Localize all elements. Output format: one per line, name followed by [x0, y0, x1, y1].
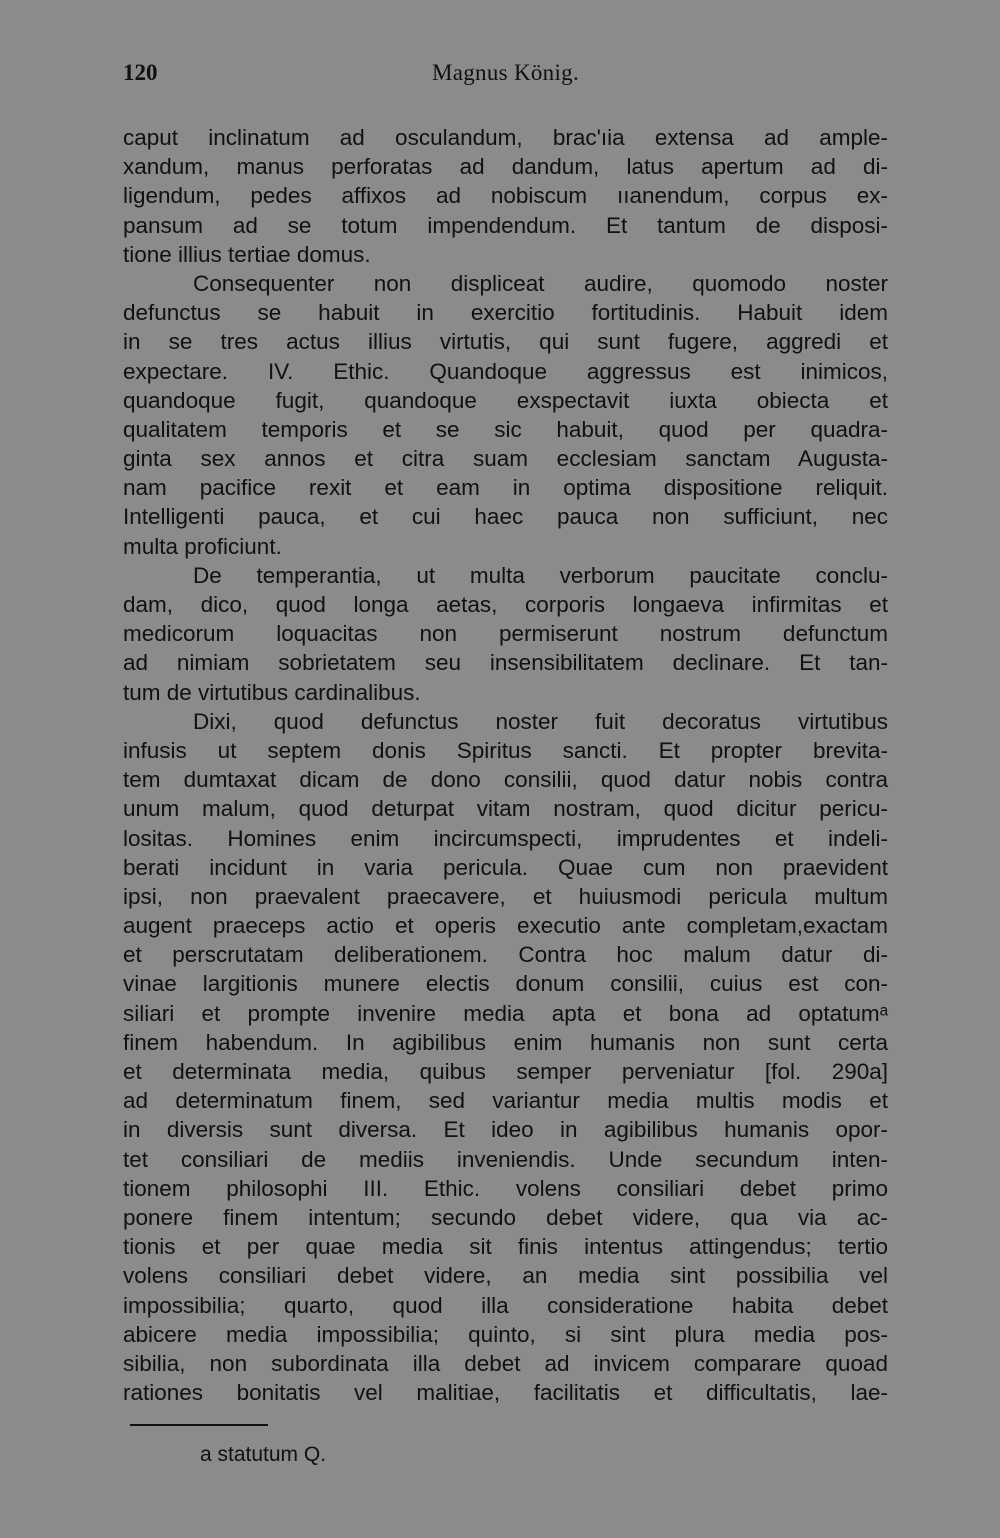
text-line: caput inclinatum ad osculandum, brac'ıia extensa ad ample-: [123, 125, 888, 150]
text-line: De temperantia, ut multa verborum paucitate conclu-: [193, 562, 888, 588]
text-line: tum de virtutibus cardinalibus.: [123, 679, 421, 705]
text-line: Dixi, quod defunctus noster fuit decoratus virtutibus: [193, 708, 888, 734]
text-line: ginta sex annos et citra suam ecclesiam sanctam Augusta-: [123, 446, 888, 472]
text-line: tione illius tertiae domus.: [123, 241, 371, 267]
text-line: lositas. Homines enim incircumspecti, imprudentes et indeli-: [123, 825, 888, 851]
footnote-divider: [130, 1424, 268, 1426]
text-line: Intelligenti pauca, et cui haec pauca non sufficiunt, nec: [123, 504, 888, 530]
text-line: tionem philosophi III. Ethic. volens consiliari debet primo: [123, 1175, 888, 1201]
footnote: a statutum Q.: [200, 1443, 327, 1466]
page-number: 120: [123, 60, 158, 85]
text-line: ad nimiam sobrietatem seu insensibilitatem declinare. Et tan-: [123, 650, 888, 676]
text-line: infusis ut septem donis Spiritus sancti. Et propter brevita-: [123, 737, 888, 763]
text-line: tet consiliari de mediis inveniendis. Unde secundum inten-: [123, 1146, 888, 1172]
text-line: ipsi, non praevalent praecavere, et huiusmodi pericula multum: [123, 883, 888, 909]
text-line: expectare. IV. Ethic. Quandoque aggressus est inimicos,: [123, 358, 888, 384]
body-text: [123, 123, 888, 1407]
text-line: xandum, manus perforatas ad dandum, latus apertum ad di-: [123, 154, 888, 180]
text-line: medicorum loquacitas non permiserunt nostrum defunctum: [123, 621, 888, 647]
text-line: volens consiliari debet videre, an media sint possibilia vel: [123, 1263, 888, 1289]
text-line: augent praeceps actio et operis executio ante completam,exactam: [123, 913, 888, 939]
text-line: ponere finem intentum; secundo debet videre, qua via ac-: [123, 1204, 888, 1230]
text-line: vinae largitionis munere electis donum consilii, cuius est con-: [123, 971, 888, 997]
text-line: qualitatem temporis et se sic habuit, quod per quadra-: [123, 416, 888, 442]
text-line: Consequenter non displiceat audire, quomodo noster: [193, 270, 888, 296]
text-line: siliari et prompte invenire media apta et bona ad optatumᵃ: [123, 1000, 888, 1026]
text-line: sibilia, non subordinata illa debet ad invicem comparare quoad: [123, 1350, 888, 1376]
text-line: et perscrutatam deliberationem. Contra hoc malum datur di-: [123, 942, 888, 968]
text-line: defunctus se habuit in exercitio fortitudinis. Habuit idem: [123, 300, 888, 326]
text-line: quandoque fugit, quandoque exspectavit iuxta obiecta et: [123, 387, 888, 413]
text-line: pansum ad se totum impendendum. Et tantum de disposi-: [123, 212, 888, 238]
text-line: in se tres actus illius virtutis, qui sunt fugere, aggredi et: [123, 329, 888, 355]
text-line: ad determinatum finem, sed variantur media multis modis et: [123, 1088, 888, 1114]
text-line: multa proficiunt.: [123, 533, 282, 559]
text-line: et determinata media, quibus semper perveniatur [fol. 290a]: [123, 1059, 888, 1084]
text-line: dam, dico, quod longa aetas, corporis longaeva infirmitas et: [123, 592, 888, 617]
text-line: ligendum, pedes affixos ad nobiscum ııanendum, corpus ex-: [123, 183, 888, 209]
running-head: Magnus König.: [431, 60, 579, 85]
text-line: unum malum, quod deturpat vitam nostram, quod dicitur pericu-: [123, 796, 888, 822]
text-line: impossibilia; quarto, quod illa consideratione habita debet: [123, 1292, 888, 1318]
text-line: rationes bonitatis vel malitiae, facilitatis et difficultatis, lae-: [123, 1380, 888, 1406]
page-header: [123, 60, 888, 94]
text-line: finem habendum. In agibilibus enim humanis non sunt certa: [123, 1029, 888, 1055]
text-line: in diversis sunt diversa. Et ideo in agibilibus humanis opor-: [123, 1117, 888, 1143]
text-line: nam pacifice rexit et eam in optima dispositione reliquit.: [123, 475, 888, 501]
text-line: abicere media impossibilia; quinto, si sint plura media pos-: [123, 1321, 888, 1347]
text-line: tionis et per quae media sit finis intentus attingendus; tertio: [123, 1234, 888, 1260]
text-line: berati incidunt in varia pericula. Quae cum non praevident: [123, 854, 888, 880]
text-line: tem dumtaxat dicam de dono consilii, quod datur nobis contra: [123, 767, 888, 793]
